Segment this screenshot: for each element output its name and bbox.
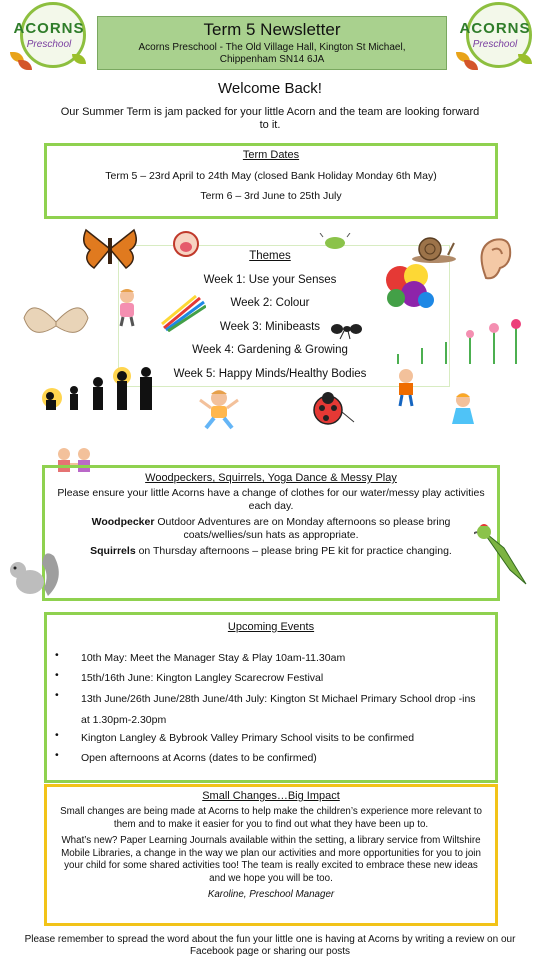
theme-week-5: Week 5: Happy Minds/Healthy Bodies	[173, 367, 367, 380]
newsletter-title-box	[97, 16, 447, 70]
intro-text: Our Summer Term is jam packed for your little Acorn and the team are looking forward to it.	[60, 106, 480, 131]
term-dates-heading: Term Dates	[242, 149, 300, 161]
acorns-logo-left: ACORNS Preschool	[6, 2, 92, 72]
theme-week-1: Week 1: Use your Senses	[203, 273, 337, 286]
ladybird-icon	[306, 388, 356, 428]
theme-week-2: Week 2: Colour	[230, 297, 310, 309]
theme-week-3: Week 3: Minibeasts	[219, 320, 321, 333]
theme-week-4: Week 4: Gardening & Growing	[192, 344, 348, 356]
ear-icon	[472, 232, 518, 284]
manager-signature: Karoline, Preschool Manager	[207, 889, 335, 900]
woodpecker-bird-icon	[474, 520, 532, 588]
welcome-heading: Welcome Back!	[218, 80, 322, 97]
upcoming-events-box: Upcoming Events • 10th May: Meet the Manager Stay & Play 10am-11.30am • 15th/16th June: Kington Langley Scarecrow Festival • 13th June/26th June/28th June/4th July: Kington St Michael Primary School drop -ins at 1.30pm-2.30pm • Kington Langley & Bybrook Valley Primary School visits to be confirmed • Open afternoons at Acorns (dates to be confirmed)	[44, 612, 498, 783]
address-line-1: Acorns Preschool - The Old Village Hall, Kington St Michael,	[138, 42, 406, 53]
address-line-2: Chippenham SN14 6JA	[219, 54, 325, 65]
squirrels-text: Squirrels on Thursday afternoons – please bring PE kit for practice changing.	[90, 545, 452, 557]
term-6-dates: Term 6 – 3rd June to 25th July	[200, 190, 342, 202]
happy-child-icon	[198, 388, 240, 430]
events-heading: Upcoming Events	[227, 621, 315, 633]
term-5-dates: Term 5 – 23rd April to 24th May (closed Bank Holiday Monday 6th May)	[105, 170, 437, 182]
woodpecker-text: Woodpecker Outdoor Adventures are on Monday afternoons so please bring coats/wellies/sun hats as appropriate.	[91, 516, 451, 541]
small-changes-box	[44, 784, 498, 926]
changes-heading: Small Changes…Big Impact	[202, 790, 340, 802]
girl-child-icon	[450, 392, 476, 432]
themes-section	[130, 250, 410, 391]
footer-text: Please remember to spread the word about the fun your little one is having at Acorns by writing a review on our Facebook page or sharing our posts	[24, 934, 516, 957]
newsletter-title: Term 5 Newsletter	[203, 20, 341, 39]
acorns-logo-right: ACORNS Preschool	[452, 2, 538, 72]
moth-icon	[22, 296, 90, 348]
messy-play-text: Please ensure your little Acorns have a change of clothes for our water/messy play activities each day.	[57, 487, 485, 512]
squirrel-icon	[4, 548, 66, 600]
woodpeckers-heading: Woodpeckers, Squirrels, Yoga Dance & Messy Play	[145, 472, 397, 484]
term-dates-box	[44, 143, 498, 219]
changes-para-1: Small changes are being made at Acorns to help make the children’s experience more relevant to them and to make it easier for you to find out what they have been up to.	[60, 806, 482, 830]
woodpeckers-box	[42, 465, 500, 601]
changes-para-2: What’s new? Paper Learning Journals available within the setting, a library service from Wiltshire Mobile Libraries, a change in the way we plan our activities and more opportunities for you to join your child for some shared activities too! The team is really excited to embrace these new ideas and we hope you will be too.	[61, 835, 481, 884]
themes-heading: Themes	[249, 250, 291, 262]
